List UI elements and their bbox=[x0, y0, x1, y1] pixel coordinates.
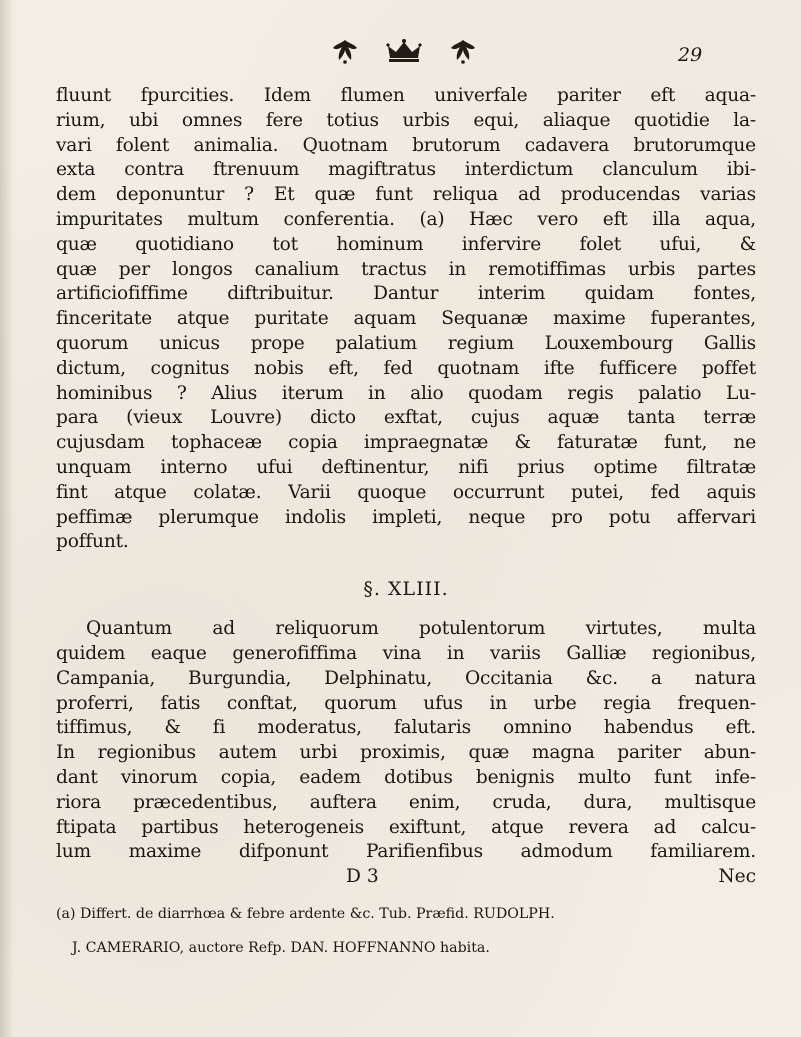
text-line: para (vieux Louvre) dicto exftat, cujus aquæ tanta terræ bbox=[56, 407, 756, 429]
text-line: poffunt. bbox=[56, 531, 129, 553]
footnote: (a) Differt. de diarrhœa & febre ardente &c. Tub. Præfid. RUDOLPH. bbox=[56, 905, 555, 922]
text-line: artificiofiffime diftribuitur. Dantur interim quidam fontes, bbox=[56, 283, 756, 305]
fleuron-icon bbox=[448, 38, 478, 64]
text-line: rium, ubi omnes fere totius urbis equi, aliaque quotidie la- bbox=[56, 109, 756, 131]
text-line: proferri, fatis conftat, quorum ufus in urbe regia frequen- bbox=[56, 692, 756, 714]
signature-mark: D 3 bbox=[346, 866, 379, 888]
text-line: Campania, Burgundia, Delphinatu, Occitania &c. a natura bbox=[56, 667, 756, 689]
crown-ornament-icon bbox=[384, 38, 424, 64]
text-line: lum maxime difponunt Parifienfibus admodum familiarem. bbox=[56, 841, 756, 863]
text-line: In regionibus autem urbi proximis, quæ magna pariter abun- bbox=[56, 742, 756, 764]
page-number: 29 bbox=[678, 44, 703, 66]
text-line: hominibus ? Alius iterum in alio quodam regis palatio Lu- bbox=[56, 382, 756, 404]
text-line: finceritate atque puritate aquam Sequanæ maxime fuperantes, bbox=[56, 308, 756, 330]
text-line: unquam interno ufui deftinentur, nifi prius optime filtratæ bbox=[56, 456, 756, 478]
text-line: riora præcedentibus, auftera enim, cruda, dura, multisque bbox=[56, 791, 756, 813]
text-line: peffimæ plerumque indolis impleti, neque pro potu affervari bbox=[56, 506, 756, 528]
catchword: Nec bbox=[718, 866, 756, 888]
text-line: cujusdam tophaceæ copia impraegnatæ & faturatæ funt, ne bbox=[56, 432, 756, 454]
text-line: exta contra ftrenuum magiftratus interdictum clanculum ibi- bbox=[56, 159, 756, 181]
header-ornament bbox=[330, 38, 478, 64]
fleuron-icon bbox=[330, 38, 360, 64]
text-line: quæ per longos canalium tractus in remotiffimas urbis partes bbox=[56, 258, 756, 280]
text-line: dictum, cognitus nobis eft, fed quotnam ifte fufficere poffet bbox=[56, 357, 756, 379]
text-line: dant vinorum copia, eadem dotibus benignis multo funt infe- bbox=[56, 766, 756, 788]
text-line: fluunt fpurcities. Idem flumen univerfale pariter eft aqua- bbox=[56, 85, 756, 106]
text-line: quæ quotidiano tot hominum infervire folet ufui, & bbox=[56, 233, 756, 255]
text-line: ftipata partibus heterogeneis exiftunt, atque revera ad calcu- bbox=[56, 816, 756, 838]
text-line: Quantum ad reliquorum potulentorum virtutes, multa bbox=[86, 618, 756, 640]
text-line: quorum unicus prope palatium regium Louxembourg Gallis bbox=[56, 332, 756, 354]
footnote-continuation: J. CAMERARIO, auctore Refp. DAN. HOFFNANNO habita. bbox=[72, 939, 490, 956]
catch-line bbox=[56, 865, 756, 890]
section-heading: §. XLIII. bbox=[363, 578, 449, 601]
gutter-shadow bbox=[0, 0, 14, 1037]
text-line: vari folent animalia. Quotnam brutorum cadavera brutorumque bbox=[56, 134, 756, 156]
text-line: dem deponuntur ? Et quæ funt reliqua ad producendas varias bbox=[56, 184, 756, 206]
text-line: quidem eaque generofiffima vina in variis Galliæ regionibus, bbox=[56, 642, 756, 664]
main-text bbox=[56, 84, 756, 958]
text-line: fint atque colatæ. Varii quoque occurrunt putei, fed aquis bbox=[56, 481, 756, 503]
text-line: impuritates multum conferentia. (a) Hæc vero eft illa aqua, bbox=[56, 208, 756, 230]
text-line: tiffimus, & fi moderatus, falutaris omnino habendus eft. bbox=[56, 717, 756, 739]
